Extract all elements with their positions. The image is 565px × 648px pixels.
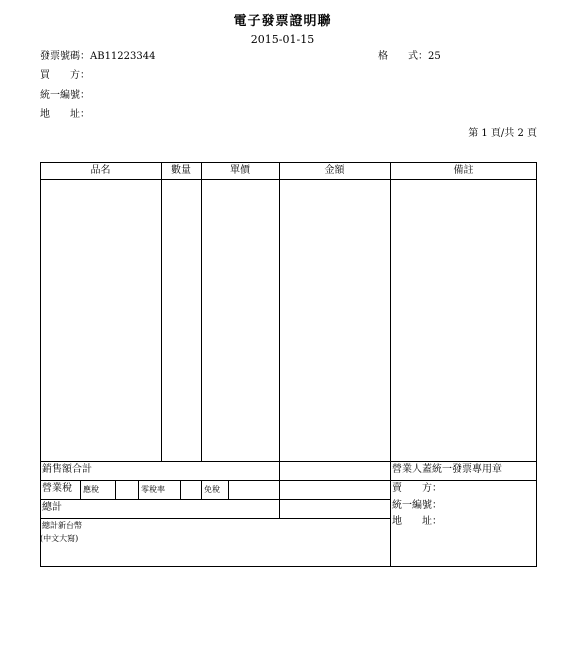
invoice-date: 2015-01-15 [250, 33, 315, 46]
col-divider-qty [161, 162, 162, 461]
page-info: 第 1 頁/共 2 頁 [468, 128, 537, 139]
col-header-amount: 金額 [324, 165, 345, 176]
col-divider-remark [390, 162, 391, 567]
tax-line [40, 499, 390, 500]
taxable-label: 應稅 [83, 485, 99, 494]
summary-top-line [40, 461, 537, 462]
seller-tax-id-label: 統一編號： [392, 500, 442, 511]
buyer-address-label: 地 址： [40, 109, 90, 120]
table-header-divider [40, 179, 537, 180]
tax-sub-divider-5 [201, 480, 202, 499]
buyer-tax-id-label: 統一編號： [40, 90, 90, 101]
col-header-remark: 備註 [453, 165, 474, 176]
ntd-total-label: 總計新台幣 [42, 521, 82, 530]
invoice-number-label: 發票號碼： [40, 51, 90, 62]
seller-address-label: 地 址： [392, 516, 442, 527]
invoice-number: AB11223344 [90, 51, 156, 62]
total-line [40, 518, 390, 519]
tax-sub-divider-3 [138, 480, 139, 499]
total-label: 總計 [42, 502, 62, 513]
invoice-number-row [40, 51, 155, 63]
format-value: 25 [428, 51, 441, 62]
tax-sub-divider-4 [180, 480, 181, 499]
format-row [378, 51, 441, 63]
buyer-label: 買 方： [40, 70, 90, 81]
chinese-caps-label: (中文大寫) [40, 534, 79, 543]
invoice-table [40, 162, 537, 567]
zero-tax-rate-label: 零稅率 [141, 485, 165, 494]
document-title: 電子發票證明聯 [233, 14, 332, 29]
stamp-label: 營業人蓋統一發票專用章 [392, 464, 502, 475]
col-header-quantity: 數量 [171, 165, 191, 176]
sales-total-label: 銷售額合計 [42, 464, 92, 475]
tax-sub-divider-6 [228, 480, 229, 499]
col-header-unit-price: 單價 [230, 165, 250, 176]
format-label: 格 式： [378, 51, 428, 62]
col-divider-price [201, 162, 202, 461]
business-tax-label: 營業稅 [42, 483, 72, 494]
tax-free-label: 免稅 [204, 485, 220, 494]
tax-sub-divider-2 [115, 480, 116, 499]
tax-sub-divider-1 [80, 480, 81, 499]
seller-label: 賣 方： [392, 483, 442, 494]
col-divider-amount [279, 162, 280, 518]
col-header-item-name: 品名 [90, 165, 111, 176]
